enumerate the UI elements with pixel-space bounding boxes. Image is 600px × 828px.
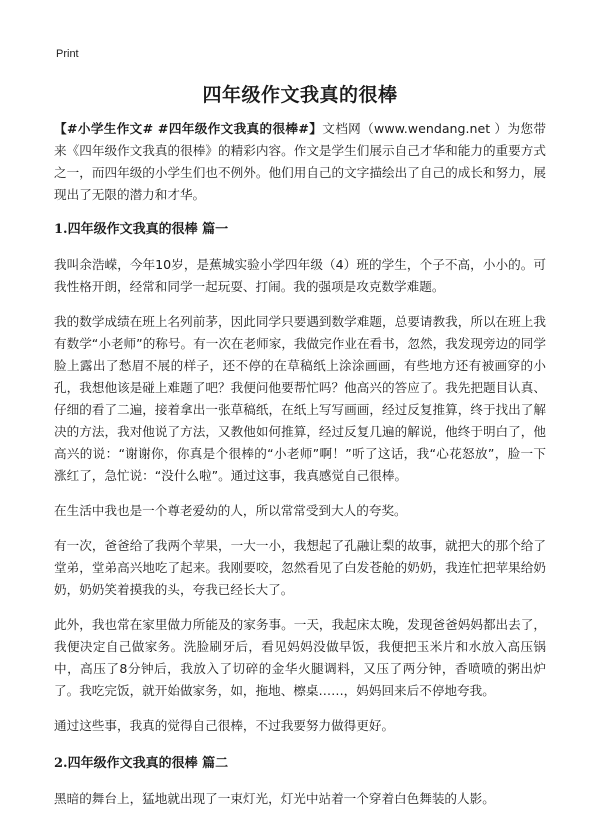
section-1-paragraph: 我的数学成绩在班上名列前茅，因此同学只要遇到数学难题，总要请教我，所以在班上我有数学“小老师”的称号。有一次在老师家，我做完作业在看书，忽然，我发现旁边的同学脸上露出了愁眉不展的样子，还不停的在草稿纸上涂涂画画，有些地方还有被画穿的小孔，我想他该是碰上难题了吧？我便问他要帮忙吗？他高兴的答应了。我先把题目认真、仔细的看了二遍，接着拿出一张草稿纸，在纸上写写画画，经过反复推算，终于找出了解决的方法，我对他说了方法，又教他如何推算，经过反复几遍的解说，他终于明白了，他高兴的说：“谢谢你，你真是个很棒的“小老师”啊！”听了这话，我“心花怒放”，脸一下涨红了，急忙说：“没什么啦”。通过这事，我真感觉自己很棒。 bbox=[54, 314, 546, 483]
section-1-paragraph: 通过这些事，我真的觉得自己很棒，不过我要努力做得更好。 bbox=[54, 718, 395, 733]
section-1-paragraph: 有一次，爸爸给了我两个苹果，一大一小，我想起了孔融让梨的故事，就把大的那个给了堂弟，堂弟高兴地吃了起来。我刚要咬，忽然看见了白发苍舱的奶奶，我连忙把苹果给奶奶，奶奶笑着摸我的头，夸我已经长大了。 bbox=[54, 538, 546, 597]
section-1-paragraph: 此外，我也常在家里做力所能及的家务事。一天，我起床太晚，发现爸爸妈妈都出去了，我便决定自己做家务。洗脸刷牙后，看见妈妈没做早饭，我便把玉米片和水放入高压锅中，高压了8分钟后，我放入了切碎的金华火腿调料，又压了两分钟，香喷喷的粥出炉了。我吃完饭，就开始做家务，如，拖地、檫桌……，妈妈回来后不停地夸我。 bbox=[54, 617, 546, 698]
print-link[interactable]: Print bbox=[56, 48, 79, 60]
intro-tag: 【#小学生作文# #四年级作文我真的很棒#】 bbox=[54, 121, 323, 136]
intro-text: 文档网（www.wendang.net ）为您带来《四年级作文我真的很棒》的精彩内容。作文是学生们展示自己才华和能力的重要方式之一，而四年级的小学生们也不例外。他们用自己的文字描绘出了自己的成长和努力，展现出了无限的潜力和才华。 bbox=[54, 121, 546, 202]
section-2-paragraph: 黑暗的舞台上，猛地就出现了一束灯光，灯光中站着一个穿着白色舞装的人影。 bbox=[54, 791, 495, 806]
section-1-paragraph: 我叫余浩嵘，今年10岁，是蕉城实验小学四年级（4）班的学生，个子不高，小小的。可我性格开朗，经常和同学一起玩耍、打闹。我的强项是攻克数学难题。 bbox=[54, 257, 546, 294]
document-title: 四年级作文我真的很棒 bbox=[202, 84, 398, 106]
document-body bbox=[54, 118, 546, 823]
section-1-paragraph: 在生活中我也是一个尊老爱幼的人，所以常常受到大人的夸奖。 bbox=[54, 503, 407, 518]
section-heading-1: 1.四年级作文我真的很棒 篇一 bbox=[54, 222, 229, 237]
intro-paragraph bbox=[54, 118, 546, 206]
section-heading-2: 2.四年级作文我真的很棒 篇二 bbox=[54, 756, 229, 771]
